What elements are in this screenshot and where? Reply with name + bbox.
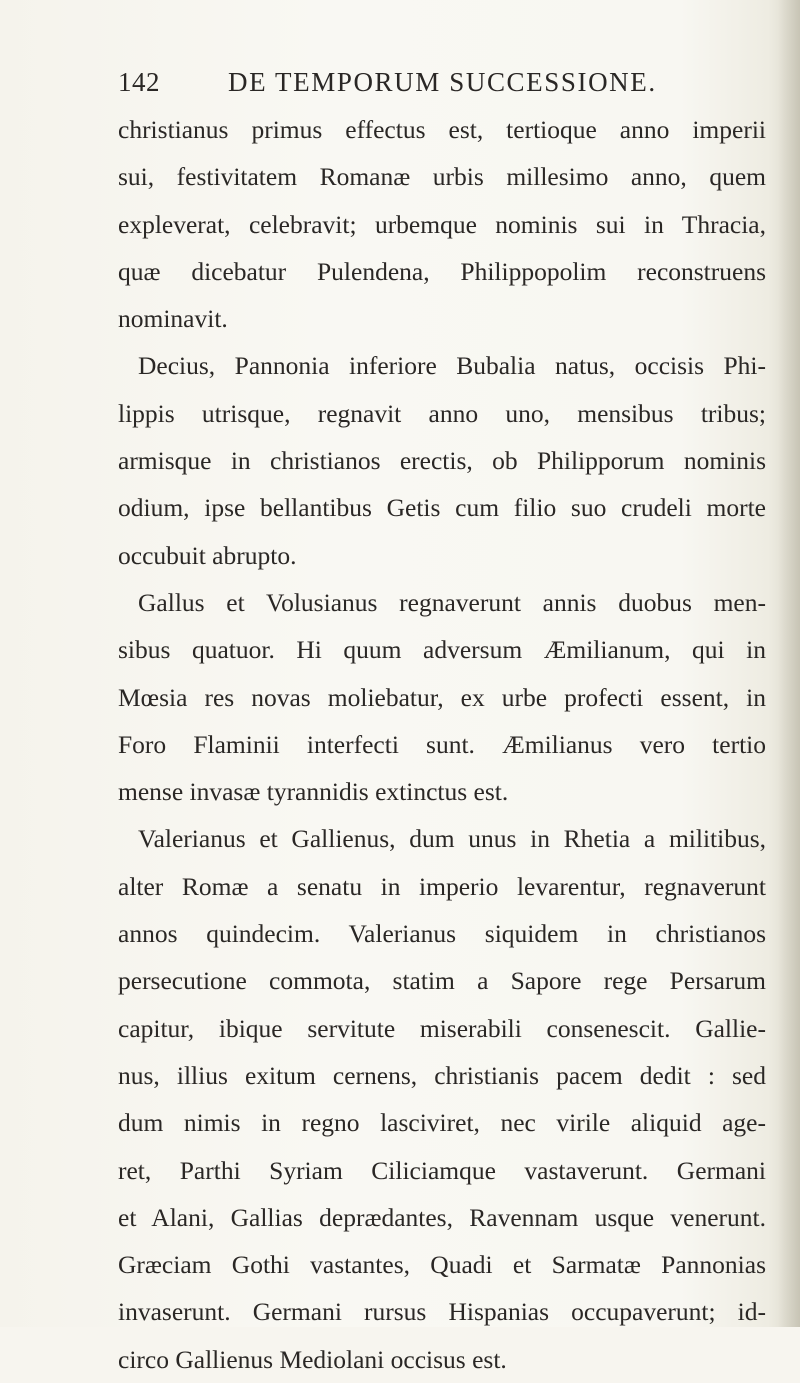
text-line: christianus primus effectus est, tertioque anno imperii [118,115,766,144]
text-line: circo Gallienus Mediolani occisus est. [118,1344,507,1374]
text-line: Valerianus et Gallienus, dum unus in Rhetia a militibus, [138,824,766,854]
page-fold-shadow [778,0,800,1327]
text-line: expleverat, celebravit; urbemque nominis sui in Thracia, [118,209,766,239]
text-line: ret, Parthi Syriam Ciliciamque vastaverunt. Germani [118,1155,766,1185]
text-line: sui, festivitatem Romanæ urbis millesimo anno, quem [118,162,766,192]
text-line: mense invasæ tyrannidis extinctus est. [118,777,509,807]
text-line: dum nimis in regno lasciviret, nec virile aliquid age- [118,1108,766,1138]
text-line: odium, ipse bellantibus Getis cum filio suo crudeli morte [118,493,766,523]
text-line: sibus quatuor. Hi quum adversum Æmilianum, qui in [118,635,766,665]
text-line: Gallus et Volusianus regnaverunt annis duobus men- [138,587,766,617]
text-line: armisque in christianos erectis, ob Philipporum nominis [118,446,766,476]
page-header [118,60,738,104]
text-line: persecutione commota, statim a Sapore rege Persarum [118,966,766,996]
text-line: Græciam Gothi vastantes, Quadi et Sarmatæ Pannonias [118,1250,766,1280]
body-text [118,106,766,1383]
text-line: Decius, Pannonia inferiore Bubalia natus, occisis Phi- [138,351,766,381]
text-line: Foro Flaminii interfecti sunt. Æmilianus vero tertio [118,729,766,759]
page-number: 142 [118,67,160,97]
text-line: nominavit. [118,304,228,334]
running-title: DE TEMPORUM SUCCESSIONE. [228,67,657,97]
text-line: capitur, ibique servitute miserabili consenescit. Gallie- [118,1013,766,1043]
text-line: quæ dicebatur Pulendena, Philippopolim reconstruens [118,256,766,286]
text-line: invaserunt. Germani rursus Hispanias occupaverunt; id- [118,1297,766,1327]
text-line: Mœsia res novas moliebatur, ex urbe profecti essent, in [118,682,766,712]
text-line: alter Romæ a senatu in imperio levarentur, regnaverunt [118,871,766,901]
text-line: nus, illius exitum cernens, christianis pacem dedit : sed [118,1060,766,1090]
text-line: et Alani, Gallias deprædantes, Ravennam usque venerunt. [118,1202,766,1232]
text-line: lippis utrisque, regnavit anno uno, mensibus tribus; [118,398,766,428]
text-line: annos quindecim. Valerianus siquidem in christianos [118,919,766,949]
text-line: occubuit abrupto. [118,540,297,570]
